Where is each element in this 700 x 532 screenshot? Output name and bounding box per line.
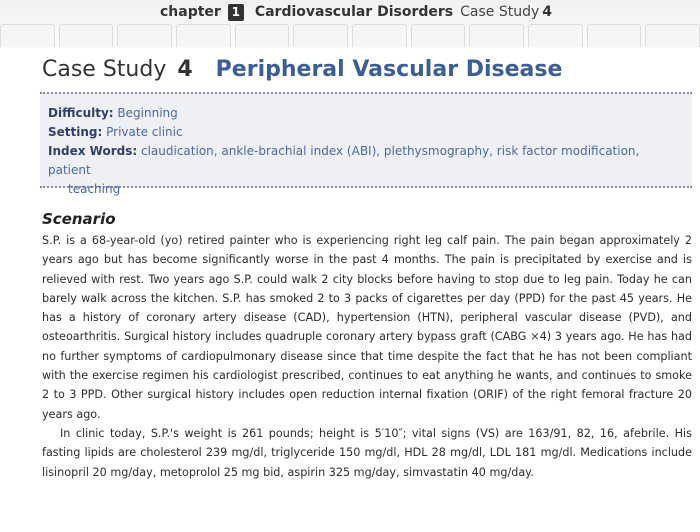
case-label: Case Study: [42, 57, 167, 82]
case-info-box: [40, 92, 692, 196]
setting-value: Private clinic: [106, 125, 183, 139]
case-topic: Peripheral Vascular Disease: [215, 57, 563, 82]
page-title: [42, 57, 562, 82]
running-head-case-label: Case Study: [460, 4, 540, 20]
scenario-paragraph-2: In clinic today, S.P.'s weight is 261 pounds; height is 5′10″; vital signs (VS) are 163/91, 82, 16, afebrile. His fasting lipids are cholesterol 239 mg/dl, triglyceride 150 mg/dl, HDL 28 mg/dl, LDL 181 mg/dl. Medications include lisinopril 20 mg/day, metoprolol 25 mg bid, aspirin 325 mg/day, simvastatin 40 mg/day.: [42, 426, 692, 479]
difficulty-label: Difficulty:: [48, 106, 114, 120]
scenario-paragraph-1: S.P. is a 68-year-old (yo) retired painter who is experiencing right leg calf pain. The pain began approximately 2 years ago but has become significantly worse in the past 4 months. The pain is precipitated by exercise and is relieved with rest. Two years ago S.P. could walk 2 city blocks before having to stop due to leg pain. Today he can barely walk across the kitchen. S.P. has smoked 2 to 3 packs of cigarettes per day (PPD) for the past 45 years. He has a history of coronary artery disease (CAD), hypertension (HTN), peripheral vascular disease (PVD), and osteoarthritis. Surgical history includes quadruple coronary artery bypass graft (CABG ×4) 3 years ago. He has had no further symptoms of cardiopulmonary disease since that time despite the fact that he has not been compliant with the exercise regimen his cardiologist prescribed, continues to eat anything he wants, and continues to smoke 2 to 3 PPD. Other surgical history includes open reduction internal fixation (ORIF) of the right femoral fracture 20 years ago.: [42, 234, 692, 421]
running-head-chapter-label: chapter: [160, 4, 221, 20]
setting-row: [48, 123, 684, 142]
header-decoration: [0, 24, 700, 48]
running-head-title: Cardiovascular Disorders: [254, 4, 454, 20]
running-head: [160, 2, 552, 22]
scenario-heading: Scenario: [42, 210, 116, 228]
difficulty-row: [48, 104, 684, 123]
scenario-body: [42, 231, 692, 482]
index-words-continuation: [48, 180, 684, 199]
index-words-label: Index Words:: [48, 144, 138, 158]
setting-label: Setting:: [48, 125, 103, 139]
index-words-value: claudication, ankle-brachial index (ABI), plethysmography, risk factor modification, patient: [48, 144, 640, 177]
chapter-number-badge: 1: [228, 4, 244, 21]
index-words-value-cont: teaching: [68, 182, 121, 196]
difficulty-value: Beginning: [117, 106, 178, 120]
case-number: 4: [177, 57, 193, 82]
running-head-case-number: 4: [542, 4, 553, 20]
index-words-row: [48, 142, 684, 180]
